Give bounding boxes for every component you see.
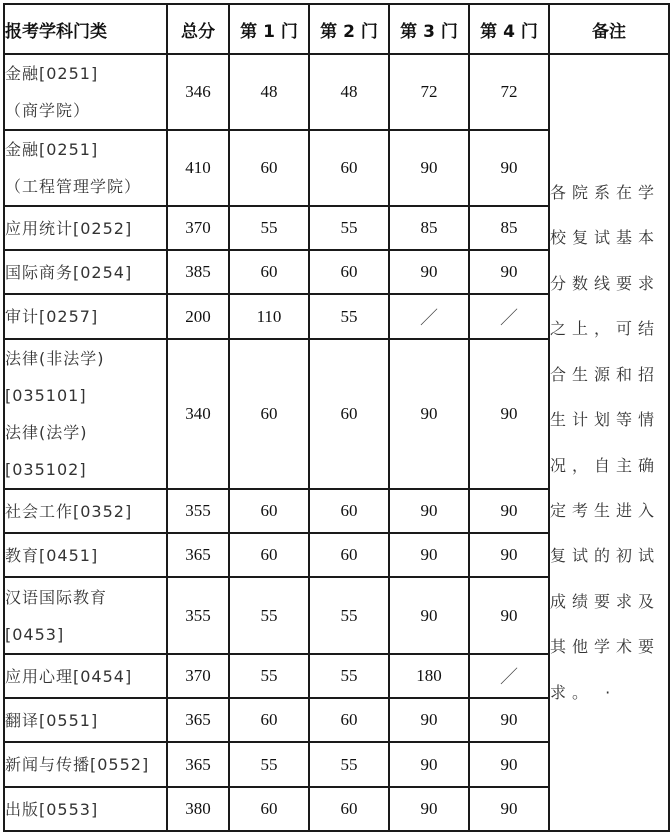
- subject-cell: [4, 489, 167, 533]
- subject-cell: [4, 206, 167, 250]
- subject-cell: [4, 250, 167, 294]
- not-applicable-mark: ／: [389, 294, 469, 339]
- course-3-score: 90: [389, 787, 469, 831]
- subject-line: 法律(非法学): [5, 349, 105, 368]
- subject-cell: [4, 787, 167, 831]
- course-1-score: 60: [229, 698, 309, 742]
- total-score: 365: [167, 698, 229, 742]
- subject-line: 翻译[0551]: [5, 710, 99, 730]
- subject-cell: [4, 294, 167, 339]
- course-3-score: 90: [389, 489, 469, 533]
- course-1-score: 55: [229, 654, 309, 698]
- header-row: [4, 4, 669, 54]
- course-2-score: 60: [309, 787, 389, 831]
- course-4-score: 72: [469, 54, 549, 130]
- subject-line: （工程管理学院）: [5, 177, 142, 196]
- total-score: 370: [167, 206, 229, 250]
- remark-line: 定考生进入: [550, 500, 661, 520]
- remark-line: 各院系在学: [550, 183, 661, 203]
- course-4-score: 90: [469, 698, 549, 742]
- header-course-3: 第 3 门: [389, 4, 469, 54]
- course-2-score: 55: [309, 577, 389, 654]
- remark-line: 成绩要求及: [550, 591, 661, 611]
- remark-line: 况，自主确: [550, 455, 661, 475]
- subject-line: 汉语国际教育: [5, 587, 108, 607]
- subject-line: [035101]: [5, 386, 87, 405]
- subject-line: 应用心理[0454]: [5, 666, 133, 686]
- course-2-score: 60: [309, 533, 389, 577]
- course-1-score: 60: [229, 533, 309, 577]
- total-score: 380: [167, 787, 229, 831]
- course-4-score: 90: [469, 533, 549, 577]
- total-score: 200: [167, 294, 229, 339]
- subject-line: [0453]: [5, 624, 65, 644]
- course-1-score: 60: [229, 339, 309, 489]
- course-2-score: 60: [309, 489, 389, 533]
- remark-line: 之上，可结: [550, 319, 661, 339]
- header-course-1: 第 1 门: [229, 4, 309, 54]
- course-2-score: 55: [309, 206, 389, 250]
- course-1-score: 60: [229, 489, 309, 533]
- total-score: 355: [167, 577, 229, 654]
- subject-cell: [4, 130, 167, 206]
- subject-line: （商学院）: [5, 101, 91, 120]
- subject-line: 社会工作[0352]: [5, 501, 133, 521]
- course-1-score: 55: [229, 577, 309, 654]
- total-score: 385: [167, 250, 229, 294]
- not-applicable-mark: ／: [469, 654, 549, 698]
- subject-line: 新闻与传播[0552]: [5, 755, 150, 774]
- course-1-score: 55: [229, 742, 309, 787]
- header-remark: 备注: [549, 4, 669, 54]
- total-score: 370: [167, 654, 229, 698]
- course-1-score: 60: [229, 250, 309, 294]
- score-requirements-table: [3, 3, 670, 832]
- subject-cell: [4, 742, 167, 787]
- course-4-score: 90: [469, 339, 549, 489]
- course-1-score: 60: [229, 130, 309, 206]
- subject-cell: [4, 533, 167, 577]
- subject-cell: [4, 339, 167, 489]
- course-4-score: 90: [469, 250, 549, 294]
- total-score: 410: [167, 130, 229, 206]
- remark-cell: [549, 54, 669, 831]
- header-total: 总分: [167, 4, 229, 54]
- course-2-score: 60: [309, 250, 389, 294]
- course-4-score: 90: [469, 742, 549, 787]
- subject-line: 国际商务[0254]: [5, 262, 133, 282]
- course-4-score: 90: [469, 577, 549, 654]
- subject-line: 法律(法学): [5, 423, 88, 442]
- course-2-score: 55: [309, 654, 389, 698]
- subject-line: 金融[0251]: [5, 140, 99, 159]
- course-1-score: 60: [229, 787, 309, 831]
- total-score: 365: [167, 742, 229, 787]
- course-3-score: 85: [389, 206, 469, 250]
- course-3-score: 90: [389, 698, 469, 742]
- course-3-score: 90: [389, 130, 469, 206]
- course-2-score: 60: [309, 698, 389, 742]
- course-4-score: 90: [469, 489, 549, 533]
- course-2-score: 55: [309, 294, 389, 339]
- header-course-4: 第 4 门: [469, 4, 549, 54]
- subject-cell: [4, 654, 167, 698]
- course-4-score: 90: [469, 787, 549, 831]
- remark-line: 合生源和招: [550, 364, 661, 384]
- course-2-score: 60: [309, 130, 389, 206]
- remark-line: 生计划等情: [550, 410, 661, 430]
- course-2-score: 60: [309, 339, 389, 489]
- header-subject: 报考学科门类: [4, 4, 167, 54]
- course-1-score: 55: [229, 206, 309, 250]
- subject-line: 应用统计[0252]: [5, 218, 133, 238]
- subject-cell: [4, 698, 167, 742]
- header-course-2: 第 2 门: [309, 4, 389, 54]
- total-score: 365: [167, 533, 229, 577]
- course-1-score: 48: [229, 54, 309, 130]
- course-3-score: 90: [389, 533, 469, 577]
- remark-line: 其他学术要: [550, 637, 661, 657]
- course-2-score: 55: [309, 742, 389, 787]
- subject-cell: [4, 54, 167, 130]
- course-3-score: 90: [389, 339, 469, 489]
- course-3-score: 90: [389, 742, 469, 787]
- total-score: 355: [167, 489, 229, 533]
- remark-line: 分数线要求: [550, 273, 661, 293]
- subject-line: 出版[0553]: [5, 799, 99, 819]
- remark-line: 校复试基本: [550, 228, 661, 248]
- remark-line: 复试的初试: [550, 546, 661, 566]
- course-3-score: 72: [389, 54, 469, 130]
- course-4-score: 90: [469, 130, 549, 206]
- total-score: 340: [167, 339, 229, 489]
- course-3-score: 90: [389, 250, 469, 294]
- table-row: [4, 54, 669, 130]
- course-1-score: 110: [229, 294, 309, 339]
- subject-line: 教育[0451]: [5, 545, 99, 565]
- course-3-score: 90: [389, 577, 469, 654]
- total-score: 346: [167, 54, 229, 130]
- subject-line: [035102]: [5, 460, 87, 479]
- subject-line: 金融[0251]: [5, 64, 99, 83]
- not-applicable-mark: ／: [469, 294, 549, 339]
- subject-line: 审计[0257]: [5, 307, 99, 326]
- remark-line: 求。 ·: [550, 682, 617, 702]
- course-3-score: 180: [389, 654, 469, 698]
- course-2-score: 48: [309, 54, 389, 130]
- course-4-score: 85: [469, 206, 549, 250]
- subject-cell: [4, 577, 167, 654]
